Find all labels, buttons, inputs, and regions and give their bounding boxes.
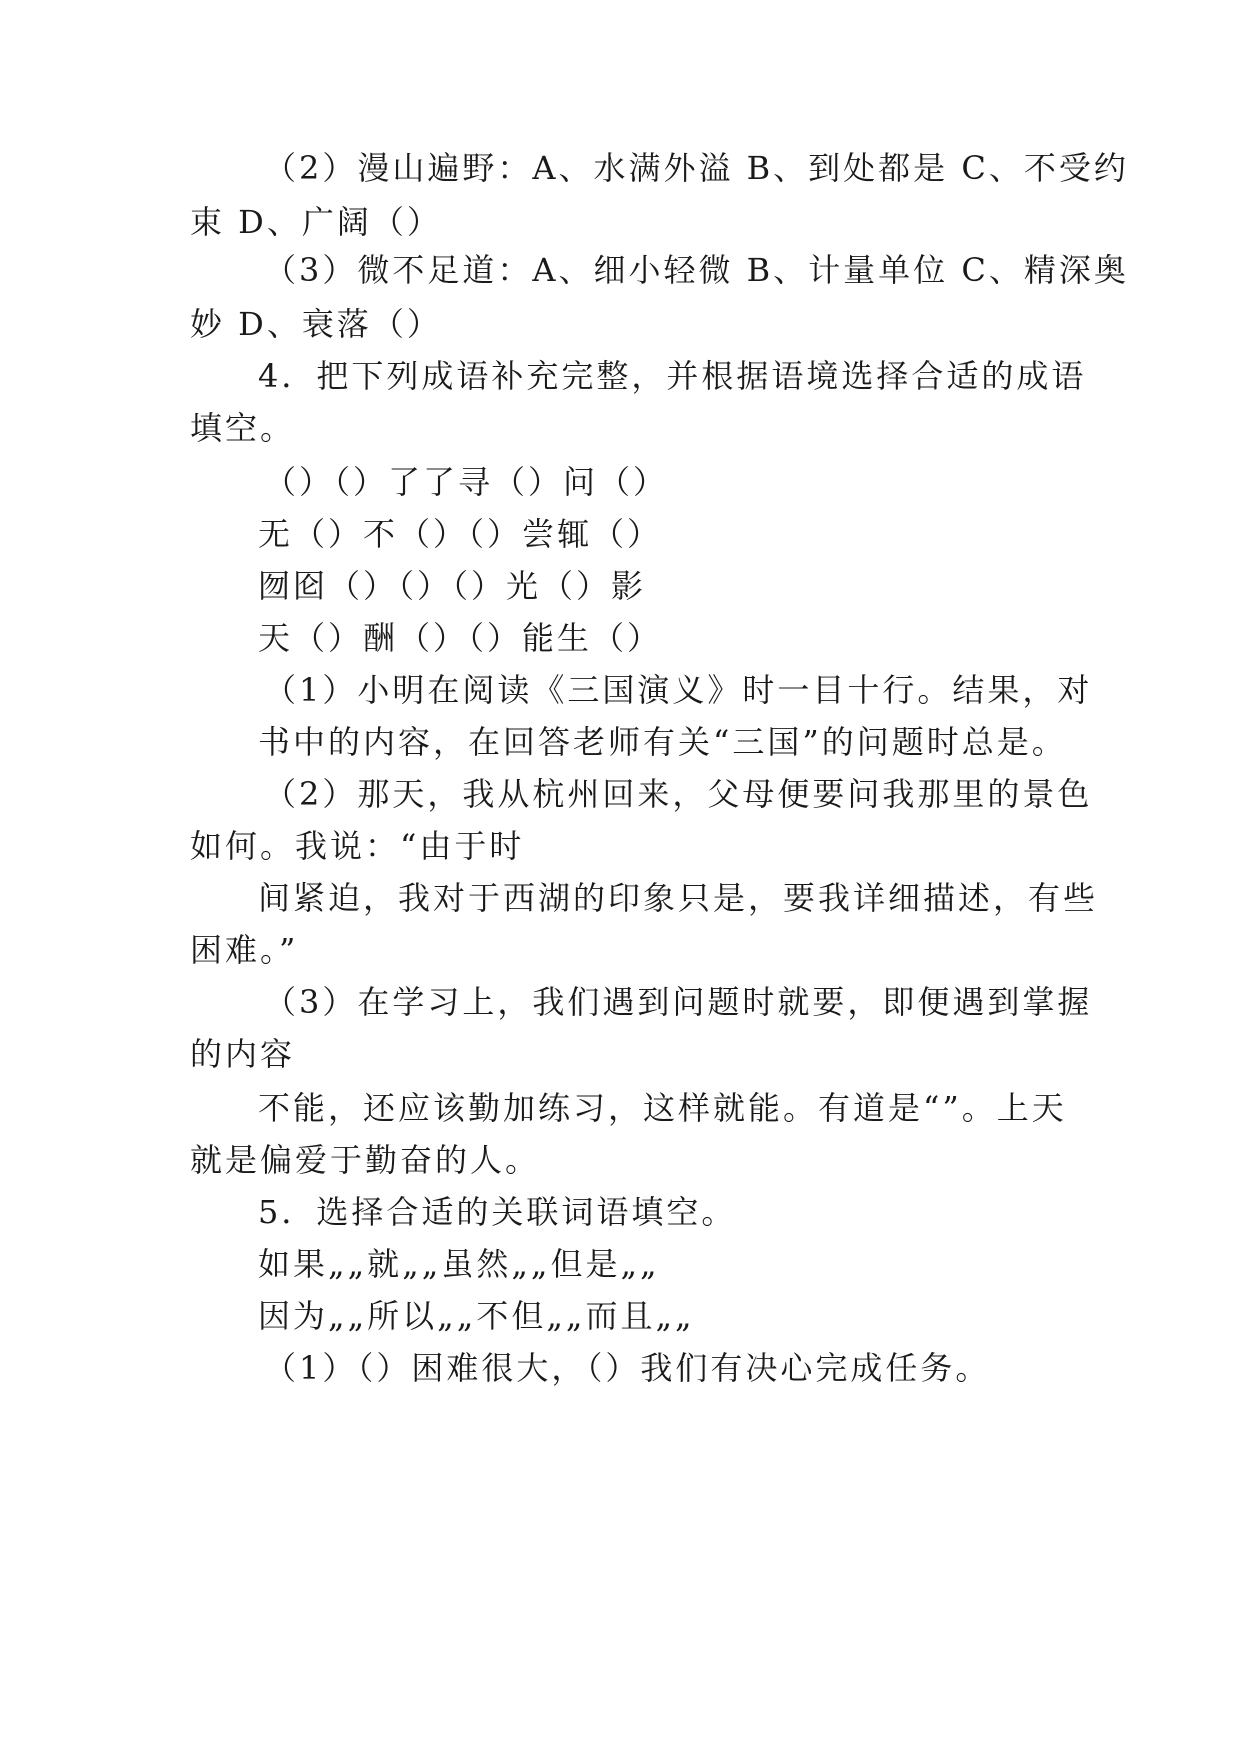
- text-line: 天（）酬（）（）能生（）: [258, 619, 663, 657]
- text-line: 5．选择合适的关联词语填空。: [258, 1193, 737, 1231]
- text-line: （2）那天，我从杭州回来，父母便要问我那里的景色: [264, 775, 1093, 813]
- text-line: 书中的内容，在回答老师有关“三国”的问题时总是。: [258, 723, 1067, 761]
- text-line: 间紧迫，我对于西湖的印象只是，要我详细描述，有些: [258, 879, 1099, 917]
- text-line: （3）在学习上，我们遇到问题时就要，即便遇到掌握: [264, 983, 1093, 1021]
- text-line: 填空。: [190, 409, 296, 447]
- text-line: （）（）了了寻（）问（）: [264, 463, 669, 501]
- text-line: 如果„„就„„虽然„„但是„„: [258, 1245, 660, 1283]
- text-line: 的内容: [190, 1035, 296, 1073]
- text-line: （1）（）困难很大，（）我们有决心完成任务。: [264, 1349, 991, 1387]
- text-line: 困难。”: [190, 931, 299, 969]
- text-line: 因为„„所以„„不但„„而且„„: [258, 1297, 695, 1335]
- text-line: （2）漫山遍野：A、水满外溢 B、到处都是 C、不受约: [264, 149, 1129, 187]
- text-line: 妙 D、衰落（）: [190, 305, 442, 343]
- text-line: （3）微不足道：A、细小轻微 B、计量单位 C、精深奥: [264, 251, 1129, 289]
- text-line: （1）小明在阅读《三国演义》时一目十行。结果，对: [264, 671, 1093, 709]
- text-line: 如何。我说：“由于时: [190, 827, 525, 865]
- text-line: 不能，还应该勤加练习，这样就能。有道是“”。上天: [258, 1089, 1067, 1127]
- text-line: 束 D、广阔（）: [190, 203, 442, 241]
- text-line: 无（）不（）（）尝辄（）: [258, 515, 663, 553]
- text-line: 就是偏爱于勤奋的人。: [190, 1141, 541, 1179]
- text-line: 4．把下列成语补充完整，并根据语境选择合适的成语: [258, 357, 1087, 395]
- text-line: 囫囵（）（）（）光（）影: [258, 567, 647, 605]
